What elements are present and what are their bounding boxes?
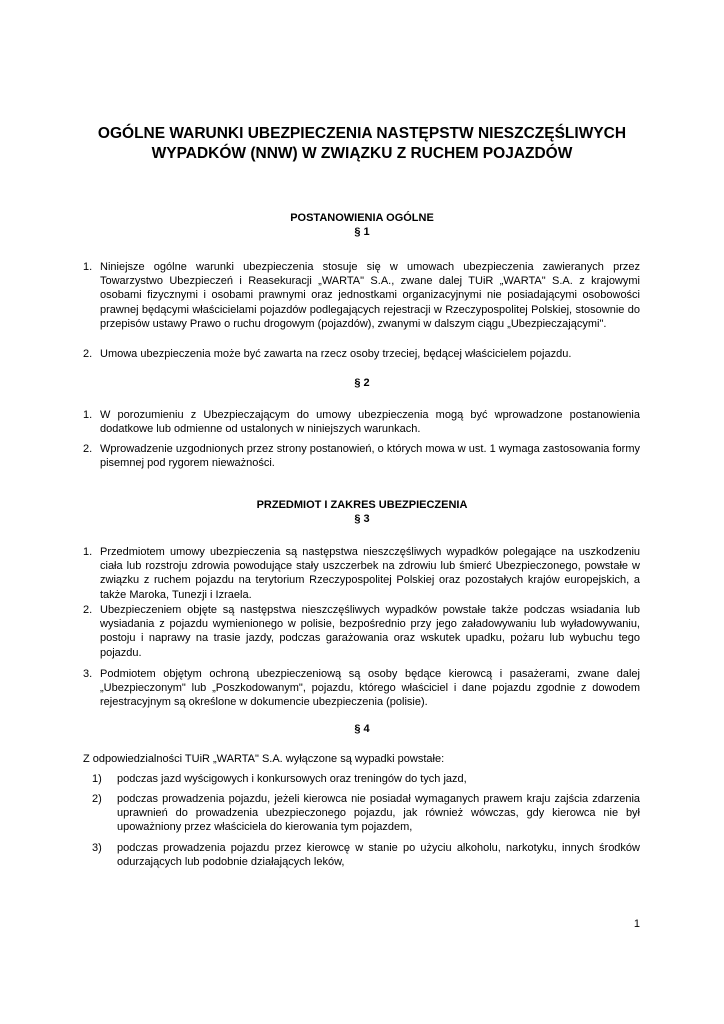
list-item-text: W porozumieniu z Ubezpieczającym do umowy ubezpieczenia mogą być wprowadzone postanowienia dodatkowe lub odmienne od ustalonych w niniejszych warunkach. [100, 409, 640, 436]
list-item [83, 260, 640, 331]
list-item-number: 1. [83, 261, 93, 273]
list-item [83, 408, 640, 436]
list-item-number: 3) [92, 842, 102, 854]
list-item-text: podczas jazd wyścigowych i konkursowych oraz treningów do tych jazd, [117, 773, 467, 785]
list-item-text: Niniejsze ogólne warunki ubezpieczenia stosuje się w umowach ubezpieczenia zawieranych przez Towarzystwo Ubezpieczeń i Reasekuracji „WARTA" S.A., zwane dalej TUiR „WARTA" S.A. z krajowymi osobami fizycznymi i osobami prawnymi oraz jednostkami organizacyjnymi nie posiadającymi osobowości prawnej będącymi właścicielami pojazdów podlegających rejestracji w Rzeczypospolitej Polskiej, stosownie do przepisów ustawy Prawo o ruchu drogowym (pojazdów), zwanymi w dalszym ciągu „Ubezpieczającymi". [100, 261, 640, 330]
page-number: 1 [633, 918, 640, 930]
list-item [83, 545, 640, 602]
paragraph-mark-2: § 2 [354, 377, 370, 389]
list-item [92, 792, 640, 835]
list-item-number: 1. [83, 409, 93, 421]
list-item-text: Podmiotem objętym ochroną ubezpieczeniową są osoby będące kierowcą i pasażerami, zwane dalej „Ubezpieczonym" lub „Poszkodowanym", pojazdu, którego właściciel i dane pojazdu zgodnie z dowodem rejestracyjnym są określone w dokumencie ubezpieczenia (polisie). [100, 668, 640, 709]
list-item-text: Umowa ubezpieczenia może być zawarta na rzecz osoby trzeciej, będącej właścicielem pojazdu. [100, 348, 572, 360]
list-item-text: Ubezpieczeniem objęte są następstwa nieszczęśliwych wypadków powstałe także podczas wsiadania lub wysiadania z pojazdu wymienionego w polisie, bezpośrednio przy jego załadowywaniu lub wyładowywaniu, postoju i naprawy na trasie jazdy, podczas garażowania oraz wskutek upadku, pożaru lub wybuchu tego pojazdu. [100, 604, 640, 659]
list-item-number: 2. [83, 604, 93, 616]
list-item-number: 2. [83, 443, 93, 455]
document-title: OGÓLNE WARUNKI UBEZPIECZENIA NASTĘPSTW NIESZCZĘŚLIWYCH WYPADKÓW (NNW) W ZWIĄZKU Z RUCHEM POJAZDÓW [97, 125, 627, 162]
list-item-text: podczas prowadzenia pojazdu przez kierowcę w stanie po użyciu alkoholu, narkotyku, innych środków odurzających lub podobnie działających leków, [117, 842, 640, 869]
list-item [83, 667, 640, 710]
list-item [83, 603, 640, 660]
list-item-number: 2. [83, 348, 93, 360]
section-heading-subject-scope: PRZEDMIOT I ZAKRES UBEZPIECZENIA [256, 499, 468, 511]
paragraph-mark-1: § 1 [354, 226, 370, 238]
list-item-number: 2) [92, 793, 102, 805]
list-item [83, 347, 640, 361]
list-item-text: podczas prowadzenia pojazdu, jeżeli kierowca nie posiadał wymaganych prawem kraju zajścia zdarzenia uprawnień do prowadzenia ubezpieczonego pojazdu, jak również wówczas, gdy kierowca nie był upoważniony przez właściciela do kierowania tym pojazdem, [117, 793, 640, 834]
list-item-text: Wprowadzenie uzgodnionych przez strony postanowień, o których mowa w ust. 1 wymaga zastosowania formy pisemnej pod rygorem nieważności. [100, 443, 640, 470]
list-item [92, 841, 640, 869]
list-item-number: 3. [83, 668, 93, 680]
exclusions-intro: Z odpowiedzialności TUiR „WARTA" S.A. wyłączone są wypadki powstałe: [83, 753, 445, 765]
section-heading-general-provisions: POSTANOWIENIA OGÓLNE [290, 212, 434, 224]
list-item [92, 772, 640, 786]
list-item-number: 1. [83, 546, 93, 558]
list-item [83, 442, 640, 470]
paragraph-mark-4: § 4 [354, 723, 370, 735]
paragraph-mark-3: § 3 [354, 513, 370, 525]
list-item-number: 1) [92, 773, 102, 785]
list-item-text: Przedmiotem umowy ubezpieczenia są następstwa nieszczęśliwych wypadków polegające na uszkodzeniu ciała lub rozstroju zdrowia powodujące stały uszczerbek na zdrowiu lub śmierć Ubezpieczonego, powstałe w związku z ruchem pojazdu na terytorium Rzeczypospolitej Polskiej oraz pozostałych krajów europejskich, a także Maroka, Tunezji i Izraela. [100, 546, 640, 601]
